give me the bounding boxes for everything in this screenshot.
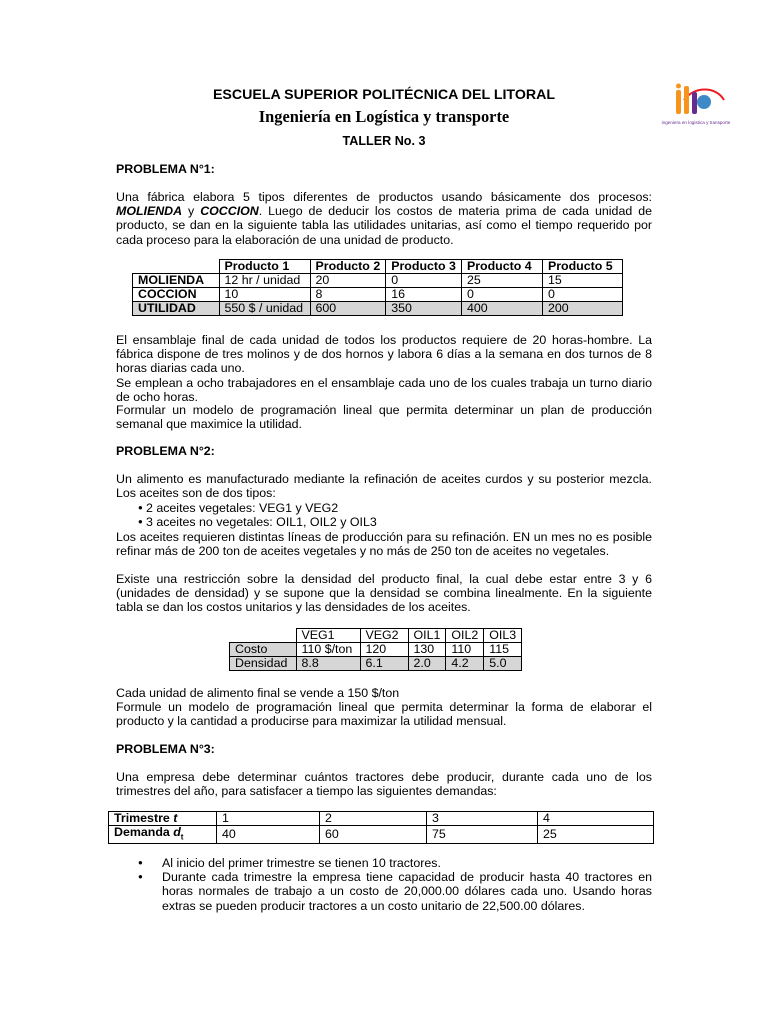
program-title: Ingeniería en Logística y transporte	[258, 107, 510, 126]
problem1-table	[132, 259, 623, 316]
table-header: OIL2	[446, 629, 484, 643]
list-item: ● Durante cada trimestre la empresa tiene capacidad de producir hasta 40 tractores en horas normales de trabajo a un costo de 20,000.00 dólares cada uno. Usando horas extras se pueden producir tractores a un costo unitario de 22,500.00 dólares.	[116, 870, 652, 913]
problem2-paragraph: Existe una restricción sobre la densidad del producto final, la cual debe estar entre 3 y 6 (unidades de densidad) y se supone que la densidad se combina linealmente. En la siguiente tabla se dan los costos unitarios y las densidades de los aceites.	[116, 572, 652, 615]
table-header: OIL3	[484, 629, 522, 643]
table-header: Producto 1	[219, 260, 310, 274]
problem1-paragraph: El ensamblaje final de cada unidad de todos los productos requiere de 20 horas-hombre. La fábrica dispone de tres molinos y de dos hornos y labora 6 días a la semana en dos turnos de 8 horas diarias cada uno.	[116, 333, 652, 376]
table-row: MOLIENDA 12 hr / unidad 20 0 25 15	[133, 274, 623, 288]
problem2-paragraph: Los aceites requieren distintas líneas de producción para su refinación. EN un mes no es posible refinar más de 200 ton de aceites vegetales y no más de 250 ton de aceites no vegetales.	[116, 530, 652, 559]
problem3-paragraph: Una empresa debe determinar cuántos tractores debe producir, durante cada uno de los trimestres del año, para satisfacer a tiempo las siguientes demandas:	[116, 770, 652, 799]
problem1-intro: Una fábrica elabora 5 tipos diferentes de productos usando básicamente dos procesos: MOLIENDA y COCCION. Luego de deducir los costos de materia prima de cada unidad de producto, se dan en la siguiente tabla las utilidades unitarias, así como el tiempo requerido por cada proceso para la elaboración de una unidad de producto.	[116, 190, 652, 247]
list-item: ● 2 aceites vegetales: VEG1 y VEG2	[116, 501, 652, 515]
table-row: UTILIDAD 550 $ / unidad 600 350 400 200	[133, 302, 623, 316]
university-logo	[654, 80, 738, 130]
problem3-table	[108, 811, 654, 844]
problem2-paragraph: Cada unidad de alimento final se vende a 150 $/ton	[116, 686, 400, 700]
logo-text: ingeniera en logistica y transporte	[661, 120, 731, 125]
list-item: ● Al inicio del primer trimestre se tienen 10 tractores.	[116, 856, 652, 870]
taller-title: TALLER No. 3	[342, 134, 426, 148]
table-header: Producto 4	[461, 260, 542, 274]
problem3-bullets	[116, 856, 652, 913]
problem2-paragraph: Un alimento es manufacturado mediante la refinación de aceites curdos y su posterior mezcla. Los aceites son de dos tipos:	[116, 472, 652, 501]
problem2-paragraph: Formule un modelo de programación lineal que permita determinar la forma de elaborar el producto y la cantidad a producirse para maximizar la utilidad mensual.	[116, 700, 652, 729]
table-row: Demanda $d_t$ 40 60 75 25	[109, 826, 654, 844]
table-row: COCCION 10 8 16 0 0	[133, 288, 623, 302]
table-header: OIL1	[408, 629, 446, 643]
problem1-paragraph: Se emplean a ocho trabajadores en el ensamblaje cada uno de los cuales trabaja un turno diario de ocho horas.	[116, 376, 652, 405]
table-row: Densidad 8.8 6.1 2.0 4.2 5.0	[230, 657, 522, 671]
table-header: VEG2	[360, 629, 408, 643]
table-header: Producto 5	[542, 260, 622, 274]
list-item: ● 3 aceites no vegetales: OIL1, OIL2 y OIL3	[116, 515, 652, 529]
table-header: Producto 3	[386, 260, 462, 274]
problem2-bullets	[116, 501, 652, 529]
problem3-title: PROBLEMA N°3:	[116, 742, 215, 756]
table-header: VEG1	[296, 629, 360, 643]
problem2-title: PROBLEMA N°2:	[116, 444, 215, 458]
table-row: Costo 110 $/ton 120 130 110 115	[230, 643, 522, 657]
table-row: Trimestre t 1 2 3 4	[109, 812, 654, 826]
problem2-table	[229, 628, 522, 671]
table-header: Producto 2	[310, 260, 386, 274]
school-title: ESCUELA SUPERIOR POLITÉCNICA DEL LITORAL	[212, 87, 556, 103]
problem1-title: PROBLEMA N°1:	[116, 162, 215, 176]
problem1-paragraph: Formular un modelo de programación lineal que permita determinar un plan de producción semanal que maximice la utilidad.	[116, 403, 652, 432]
